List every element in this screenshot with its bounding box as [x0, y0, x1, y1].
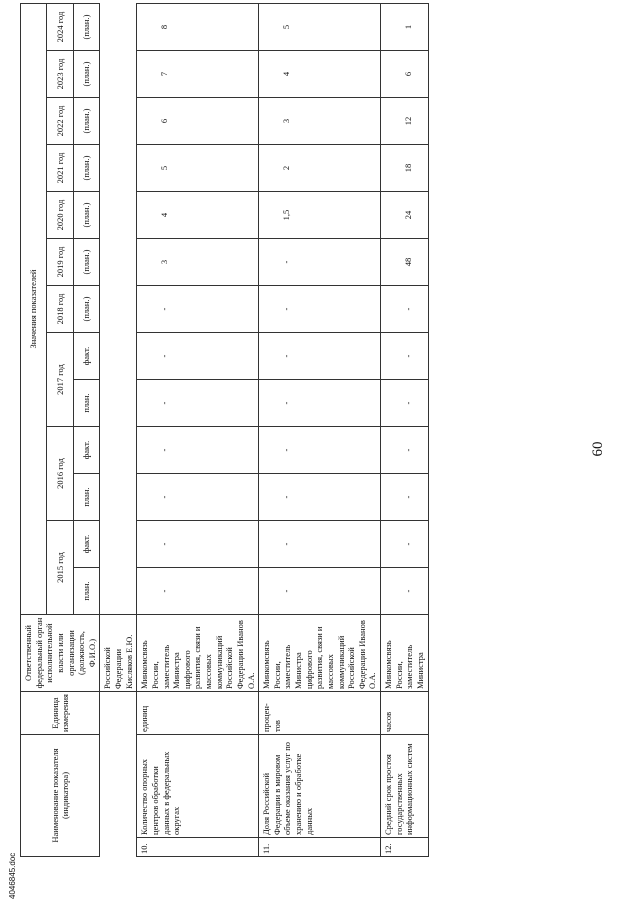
table-row — [381, 4, 429, 857]
unit-cell: часов — [381, 692, 429, 735]
value-cell: - — [137, 521, 259, 568]
responsible-org: Минкомсвязь России, заместитель Министра — [381, 615, 429, 692]
value-cell: 1 — [381, 4, 429, 51]
value-cell: 48 — [381, 239, 429, 286]
value-cell: - — [137, 568, 259, 615]
indicator-name: Средний срок простоя государственных информационных систем — [381, 735, 429, 838]
year-2015-header: 2015 год — [47, 521, 73, 615]
value-cell: 4 — [137, 192, 259, 239]
year-2017-header: 2017 год — [47, 333, 73, 427]
page-number: 60 — [590, 441, 606, 457]
value-cell: 4 — [259, 51, 381, 98]
table-body — [137, 4, 428, 857]
value-cell: 8 — [137, 4, 259, 51]
header-row-1 — [21, 4, 47, 857]
value-cell: - — [381, 380, 429, 427]
col-unit-header: Единица измерения — [21, 692, 100, 735]
value-cell: 5 — [259, 4, 381, 51]
value-cell: - — [381, 474, 429, 521]
value-cell: - — [381, 333, 429, 380]
year-2022-header: 2022 год — [47, 98, 73, 145]
unit-cell: единиц — [137, 692, 259, 735]
plan-2019: (план.) — [73, 239, 99, 286]
value-cell: 2 — [259, 145, 381, 192]
value-cell: - — [381, 286, 429, 333]
footer-filename: 4046845.doc — [8, 852, 17, 899]
year-2016-header: 2016 год — [47, 427, 73, 521]
year-2018-header: 2018 год — [47, 286, 73, 333]
plan-2020: (план.) — [73, 192, 99, 239]
value-cell: - — [259, 521, 381, 568]
value-cell: - — [137, 380, 259, 427]
value-cell: - — [381, 568, 429, 615]
responsible-org: Минкомсвязь России, заместитель Министра цифрового развития, связи и массовых коммуникаций Российской Федерации Иванов О.А. — [137, 615, 259, 692]
col-name-header: Наименование показателя (индикатора) — [21, 735, 100, 857]
value-cell: - — [259, 427, 381, 474]
value-cell: 3 — [137, 239, 259, 286]
value-cell: 6 — [381, 51, 429, 98]
value-cell: 1,5 — [259, 192, 381, 239]
plan-2018: (план.) — [73, 286, 99, 333]
value-cell: - — [259, 333, 381, 380]
value-cell: 24 — [381, 192, 429, 239]
value-cell: 3 — [259, 98, 381, 145]
row-number: 10. — [137, 838, 259, 857]
unit-cell: процен-тов — [259, 692, 381, 735]
values-header: Значения показателей — [21, 4, 47, 615]
plan-2022: (план.) — [73, 98, 99, 145]
responsible-org: Минкомсвязь России, заместитель Министра цифрового развития, связи и массовых коммуникаций Российской Федерации Иванов О.А. — [259, 615, 381, 692]
value-cell: - — [259, 239, 381, 286]
plan-2023: (план.) — [73, 51, 99, 98]
indicator-name: Доля Российской Федерации в мировом объеме оказания услуг по хранению и обработке данных — [259, 735, 381, 838]
table-row — [259, 4, 381, 857]
year-2024-header: 2024 год — [47, 4, 73, 51]
year-2021-header: 2021 год — [47, 145, 73, 192]
value-cell: 5 — [137, 145, 259, 192]
row-number: 12. — [381, 838, 429, 857]
year-2019-header: 2019 год — [47, 239, 73, 286]
value-cell: - — [137, 333, 259, 380]
value-cell: - — [137, 474, 259, 521]
year-2023-header: 2023 год — [47, 51, 73, 98]
plan-2015: план. — [73, 568, 99, 615]
value-cell: - — [137, 427, 259, 474]
value-cell: - — [137, 286, 259, 333]
plan-2021: (план.) — [73, 145, 99, 192]
table-row — [137, 4, 259, 857]
value-cell: 12 — [381, 98, 429, 145]
value-cell: 6 — [137, 98, 259, 145]
fact-2017: факт. — [73, 333, 99, 380]
indicator-name: Количество опорных центров обработки данных в федеральных округах — [137, 735, 259, 838]
row-number: 11. — [259, 838, 381, 857]
continuation-text: Российской Федерации Кисляков Е.Ю. — [100, 615, 137, 692]
value-cell: 18 — [381, 145, 429, 192]
value-cell: - — [259, 286, 381, 333]
value-cell: - — [259, 380, 381, 427]
fact-2015: факт. — [73, 521, 99, 568]
value-cell: - — [259, 568, 381, 615]
indicators-table — [20, 3, 429, 857]
value-cell: - — [381, 427, 429, 474]
plan-2024: (план.) — [73, 4, 99, 51]
col-org-header: Ответственный федеральный орган исполнительной власти или организации (должность, Ф.И.О.) — [21, 615, 100, 692]
value-cell: - — [259, 474, 381, 521]
plan-2017: план. — [73, 380, 99, 427]
year-2020-header: 2020 год — [47, 192, 73, 239]
plan-2016: план. — [73, 474, 99, 521]
value-cell: - — [381, 521, 429, 568]
fact-2016: факт. — [73, 427, 99, 474]
value-cell: 7 — [137, 51, 259, 98]
continuation-row — [100, 4, 137, 857]
